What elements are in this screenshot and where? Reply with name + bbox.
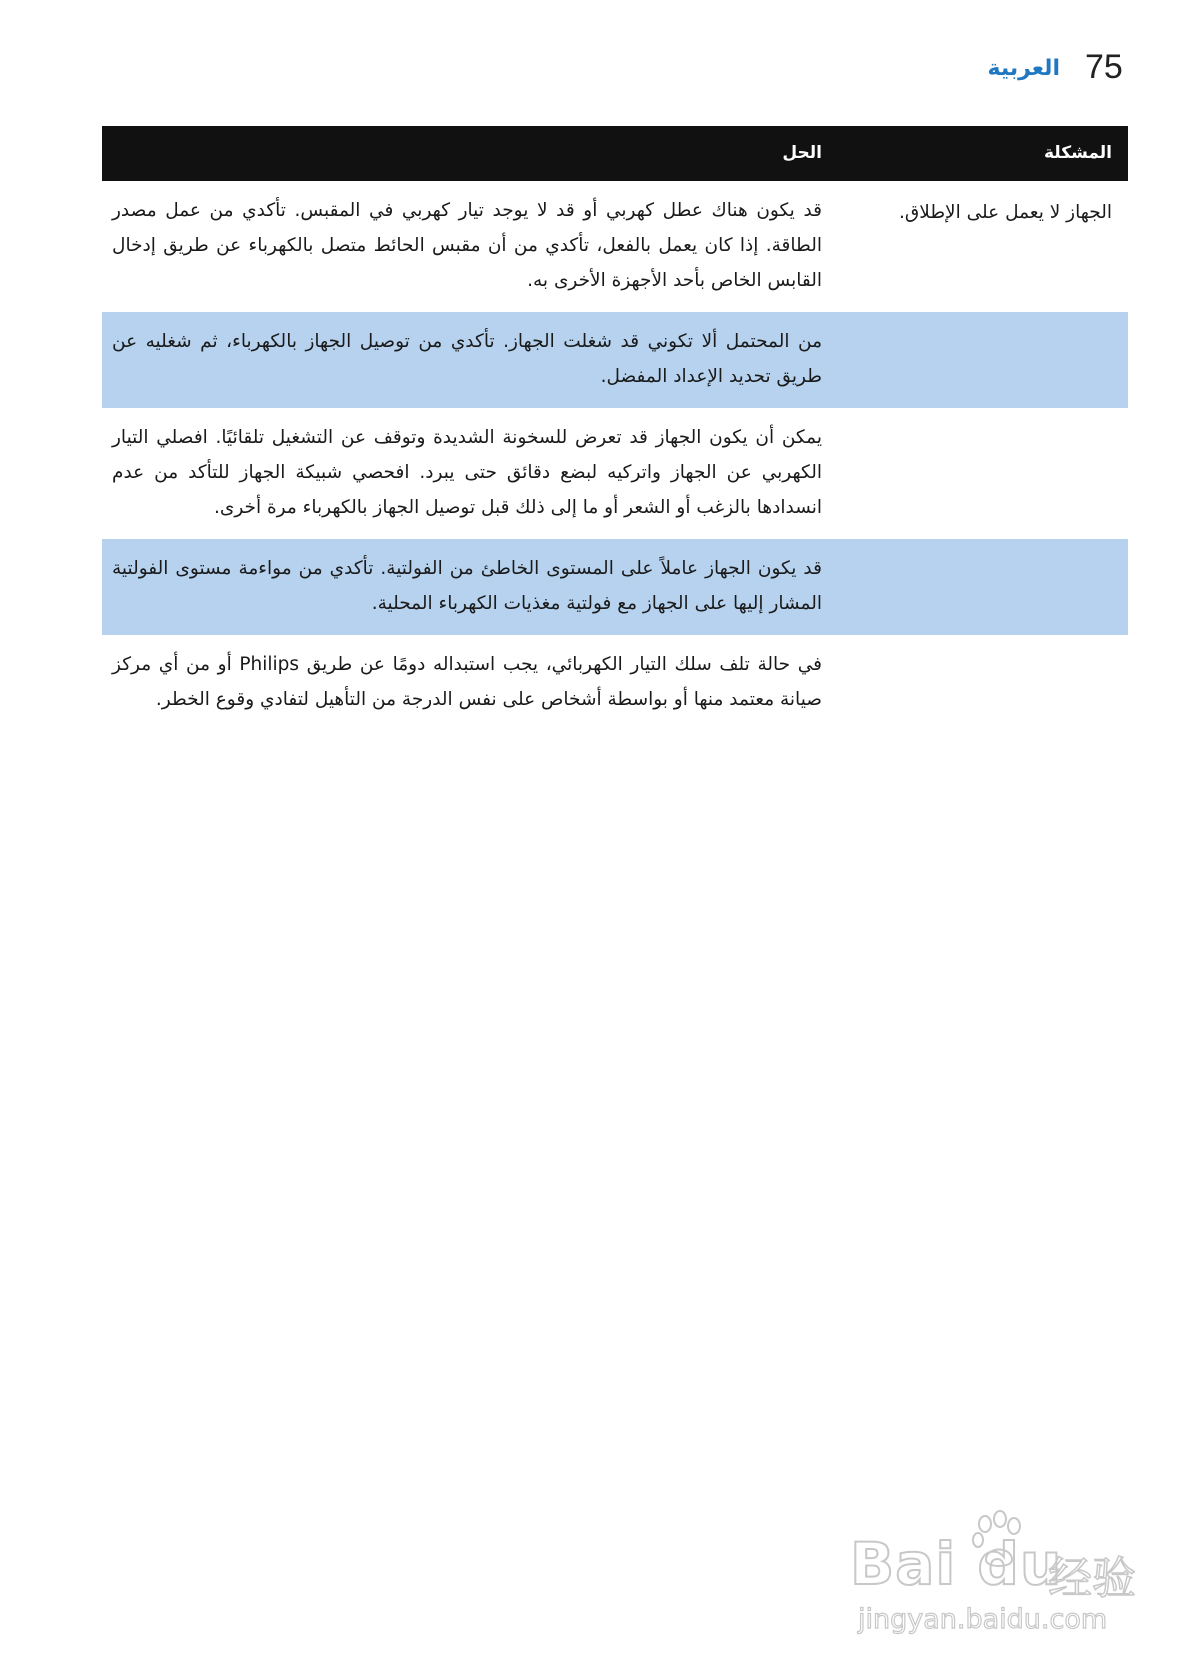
header-solution: الحل [782,143,822,163]
troubleshooting-table [102,126,1128,731]
table-row [102,181,1128,312]
table-header [102,126,1128,181]
section-title: العربية [987,56,1060,81]
table-row [102,539,1128,635]
solution-cell: يمكن أن يكون الجهاز قد تعرض للسخونة الشديدة وتوقف عن التشغيل تلقائيًا. افصلي التيار الكهربي عن الجهاز واتركيه لبضع دقائق حتى يبرد. افحصي شبيكة الجهاز للتأكد من عدم انسدادها بالزغب أو الشعر أو ما إلى ذلك قبل توصيل الجهاز بالكهرباء مرة أخرى. [112,427,822,518]
header-problem: المشكلة [1043,143,1112,163]
baidu-watermark [850,1510,1170,1650]
solution-cell: من المحتمل ألا تكوني قد شغلت الجهاز. تأكدي من توصيل الجهاز بالكهرباء، ثم شغليه عن طريق تحديد الإعداد المفضل. [112,331,822,387]
solution-cell: قد يكون هناك عطل كهربي أو قد لا يوجد تيار كهربي في المقبس. تأكدي من عمل مصدر الطاقة. إذا كان يعمل بالفعل، تأكدي من أن مقبس الحائط متصل بالكهرباء عن طريق إدخال القابس الخاص بأحد الأجهزة الأخرى به. [112,200,822,291]
solution-cell: قد يكون الجهاز عاملاً على المستوى الخاطئ من الفولتية. تأكدي من مواءمة مستوى الفولتية المشار إليها على الجهاز مع فولتية مغذيات الكهرباء المحلية. [112,558,822,614]
page-number: 75 [1085,48,1123,86]
table-row [102,312,1128,408]
paw-icon [968,1510,1028,1570]
watermark-cn-text: 经验 [1048,1553,1136,1604]
problem-cell: الجهاز لا يعمل على الإطلاق. [899,202,1112,223]
solution-cell: في حالة تلف سلك التيار الكهربائي، يجب استبداله دومًا عن طريق Philips أو من أي مركز صيانة معتمد منها أو بواسطة أشخاص على نفس الدرجة من التأهيل لتفادي وقوع الخطر. [112,654,822,710]
table-row [102,408,1128,539]
table-row [102,635,1128,731]
watermark-url: jingyan.baidu.com [858,1604,1108,1635]
watermark-logo-text: Bai du [850,1530,1063,1598]
